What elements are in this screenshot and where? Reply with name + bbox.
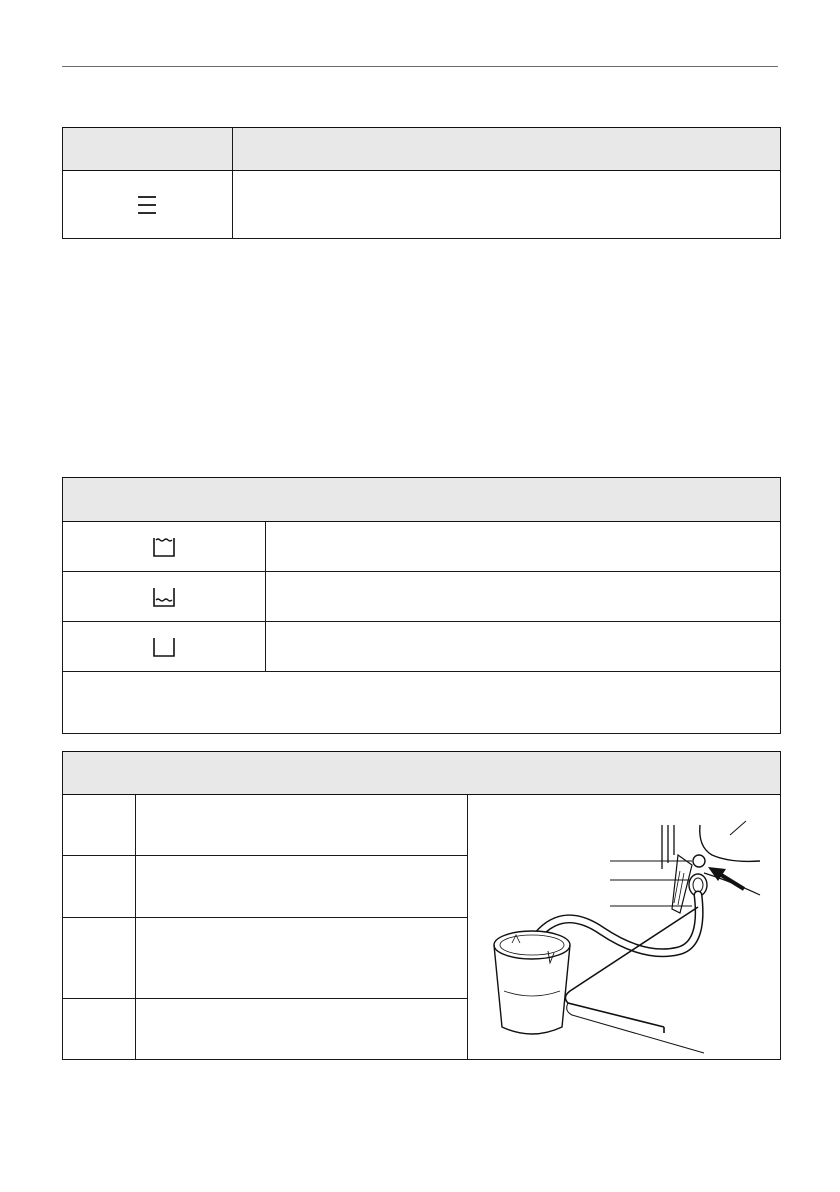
table2-symbol-cell (63, 522, 266, 572)
step-number (63, 795, 136, 856)
table1-description-cell (232, 171, 780, 239)
table2-description-cell (265, 622, 780, 672)
step-text (135, 917, 467, 998)
table2-symbol-cell (63, 622, 266, 672)
table-row (63, 795, 781, 856)
tank-empty-icon (63, 634, 265, 660)
draining-steps-table (62, 751, 781, 1060)
symbol-table (62, 127, 781, 239)
step-number (63, 856, 136, 917)
step-text (135, 998, 467, 1060)
table2-header (63, 478, 781, 522)
tank-low-icon (63, 584, 265, 610)
table-row (63, 522, 781, 572)
step-text (135, 856, 467, 917)
table2-description-cell (265, 572, 780, 622)
table2-note (63, 672, 781, 734)
table-row (63, 572, 781, 622)
table1-symbol-cell (63, 171, 233, 239)
drain-hose-measuring-cup-illustration (468, 795, 780, 1059)
table1-header-description (232, 128, 780, 171)
page-top-rule (62, 66, 778, 67)
menu-icon (63, 193, 232, 217)
table1-header-symbol (63, 128, 233, 171)
illustration-cell (467, 795, 780, 1060)
step-text (135, 795, 467, 856)
table2-description-cell (265, 522, 780, 572)
table-row (63, 622, 781, 672)
step-number (63, 998, 136, 1060)
tank-full-icon (63, 534, 265, 560)
table2-symbol-cell (63, 572, 266, 622)
table3-header (63, 752, 781, 795)
step-number (63, 917, 136, 998)
table-row (63, 171, 781, 239)
water-tank-table (62, 477, 781, 734)
